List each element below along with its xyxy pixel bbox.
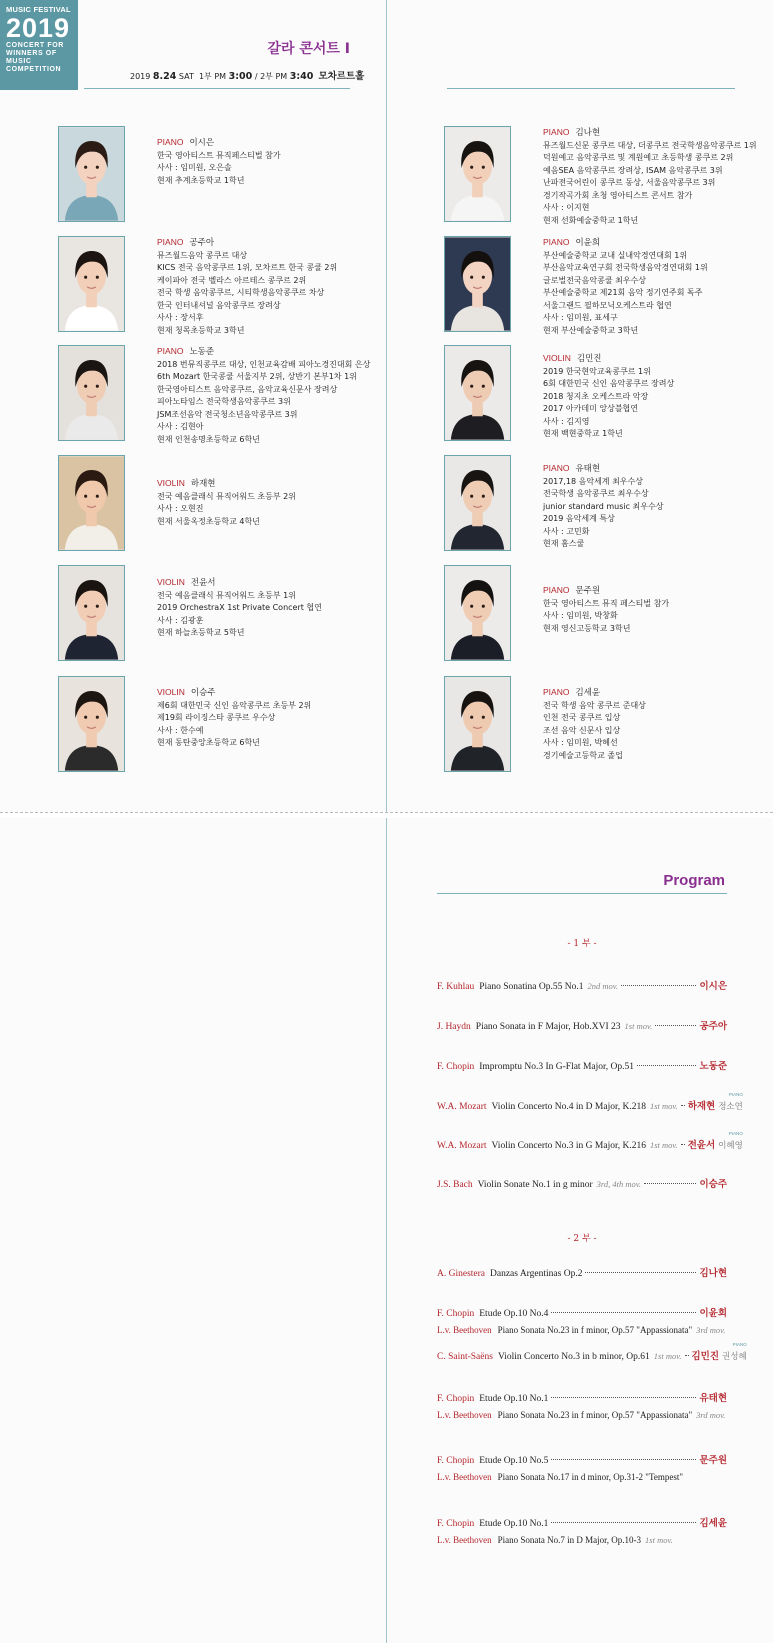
bio-line: 현재 인천송명초등학교 6학년 (157, 434, 260, 444)
program-item (437, 1305, 727, 1319)
performer-photo (58, 676, 125, 772)
bio-line: 사사 : 김지영 (543, 416, 590, 426)
bio-line: junior standard music 최우수상 (543, 501, 664, 511)
movement: 2nd mov. (587, 981, 619, 991)
gala-pm1: PM (214, 72, 227, 81)
performer-name: 이윤희 (575, 238, 601, 248)
work-title: Piano Sonata No.23 in f minor, Op.57 "Appassionata" (497, 1325, 693, 1335)
program-performer: 김세윤 (699, 1518, 727, 1529)
program-item-second-work (437, 1410, 737, 1420)
program-item (437, 1176, 727, 1190)
performer-name: 전윤서 (190, 578, 216, 588)
performer-bio (157, 236, 337, 337)
performer-heading (157, 236, 337, 250)
performer-name: 김세윤 (575, 688, 601, 698)
program-performer: 김나현 (699, 1268, 727, 1279)
bio-line: 현재 하늘초등학교 5학년 (157, 628, 245, 637)
bio-line: 한국 인터내셔널 음악콩쿠르 장려상 (157, 300, 281, 310)
performer-photo (444, 345, 511, 441)
performer-photo (58, 345, 125, 441)
bio-line: 현재 백현중학교 1학년 (543, 429, 623, 438)
performer-name: 하재현 (190, 479, 216, 489)
performer-photo (444, 236, 511, 332)
performer-bio (543, 236, 708, 337)
portrait-image (59, 456, 124, 550)
work-title: Piano Sonata in F Major, Hob.XVI 23 (475, 1022, 621, 1032)
performer-bio (157, 686, 311, 750)
gala-pm2: PM (275, 72, 288, 81)
composer: L.v. Beethoven (437, 1472, 492, 1482)
performer-heading (543, 462, 663, 476)
performer-heading (157, 477, 296, 491)
program-item (437, 1092, 743, 1112)
program-performer: 문주원 (699, 1455, 727, 1466)
performer-photo (58, 126, 125, 222)
performer-photo (444, 676, 511, 772)
composer: J. Haydn (437, 1022, 471, 1032)
composer: J.S. Bach (437, 1180, 473, 1190)
work-title: Piano Sonatina Op.55 No.1 (479, 982, 584, 992)
instrument-label: PIANO (543, 463, 570, 473)
bio-line: 현재 홈스쿨 (543, 539, 585, 548)
program-item (437, 1018, 727, 1032)
accompanist-label: PIANO (728, 1131, 743, 1136)
instrument-label: VIOLIN (543, 353, 571, 363)
spread-divider (0, 812, 773, 813)
bio-line: 덕원예고 음악콩쿠르 및 계원예고 초등학생 콩쿠르 2위 (543, 153, 734, 162)
performer-heading (543, 352, 674, 366)
program-performer: 유태현 (699, 1393, 727, 1404)
performer-heading (543, 126, 757, 140)
program-item (437, 1515, 727, 1529)
work-title: Violin Concerto No.4 in D Major, K.218 (491, 1102, 646, 1112)
performer-name: 김민진 (576, 354, 602, 364)
performer-bio (157, 576, 322, 640)
composer: C. Saint-Saëns (437, 1352, 493, 1362)
performer-heading (157, 686, 311, 700)
bio-line: 2019 음악세계 특상 (543, 514, 615, 523)
performer-heading (543, 236, 708, 250)
leader-dots (551, 1522, 696, 1523)
bio-line: 글로벌전국음악콩쿨 최우수상 (543, 275, 647, 285)
logo-line-1: MUSIC FESTIVAL (6, 5, 71, 14)
program-part-2: - 2 부 - (567, 1234, 597, 1244)
leader-dots (551, 1312, 696, 1313)
bio-line: 현재 청목초등학교 3학년 (157, 325, 245, 335)
bio-line: 사사 : 김광훈 (157, 615, 204, 625)
portrait-image (59, 237, 124, 331)
movement: 3rd, 4th mov. (596, 1179, 642, 1189)
program-item-second-work (437, 1325, 737, 1335)
bio-line: 2019 한국현악교육콩쿠르 1위 (543, 366, 651, 376)
gala-year: 2019 (130, 72, 151, 81)
movement: 1st mov. (653, 1351, 682, 1361)
page-fold-top (386, 0, 387, 812)
instrument-label: VIOLIN (157, 687, 185, 697)
portrait-image (59, 127, 124, 221)
header-rule-left (84, 88, 350, 89)
gala-part1: 1부 (198, 72, 212, 81)
performer-bio (543, 686, 646, 762)
performer-name: 김나현 (575, 128, 601, 138)
bio-line: 2017,18 음악세계 최우수상 (543, 476, 643, 486)
program-item-second-work (437, 1535, 737, 1545)
movement: 1st mov. (649, 1101, 678, 1111)
gala-sep: / (254, 72, 258, 81)
bio-line: 사사 : 장서후 (157, 313, 204, 322)
bio-line: 부산예술중학교 교내 실내악경연대회 1위 (543, 250, 688, 260)
composer: F. Chopin (437, 1519, 475, 1529)
bio-line: 현재 추계초등학교 1학년 (157, 175, 245, 185)
accompanist (718, 1131, 743, 1151)
leader-dots (681, 1144, 685, 1145)
program-title-rule (437, 893, 727, 894)
composer: F. Chopin (437, 1062, 475, 1072)
bio-line: 사사 : 임미원, 표세구 (543, 313, 618, 322)
program-item (437, 1390, 727, 1404)
instrument-label: VIOLIN (157, 478, 185, 488)
work-title: Piano Sonata No.23 in f minor, Op.57 "Appassionata" (497, 1410, 693, 1420)
logo-year: 2019 (6, 13, 71, 43)
composer: F. Kuhlau (437, 982, 475, 992)
bio-line: 난파전국어린이 콩쿠르 동상, 서울음악콩쿠르 3위 (543, 178, 716, 187)
composer: F. Chopin (437, 1309, 475, 1319)
bio-line: 뮤즈월드음악 콩쿠르 대상 (157, 250, 248, 260)
performer-bio (157, 345, 370, 446)
instrument-label: PIANO (543, 585, 570, 595)
work-title: Piano Sonata No.7 in D Major, Op.10-3 (497, 1535, 642, 1545)
bio-line: 피아노타임스 전국학생음악콩쿠르 3위 (157, 397, 291, 406)
instrument-label: PIANO (157, 137, 184, 147)
bio-line: 2019 OrchestraX 1st Private Concert 협연 (157, 603, 322, 612)
bio-line: 한국 영아티스트 뮤직페스티벌 참가 (157, 150, 281, 160)
logo-line-4: WINNERS OF (6, 50, 57, 57)
bio-line: 사사 : 오현진 (157, 504, 204, 513)
bio-line: 전국 예음클래식 뮤직어워드 초등부 2위 (157, 491, 296, 501)
performer-name: 문주원 (575, 586, 601, 596)
composer: W.A. Mozart (437, 1102, 487, 1112)
instrument-label: PIANO (157, 237, 184, 247)
composer: L.v. Beethoven (437, 1325, 492, 1335)
portrait-image (59, 677, 124, 771)
program-item (437, 1131, 743, 1151)
accompanist-label: PIANO (728, 1092, 743, 1097)
portrait-image (445, 566, 510, 660)
performer-photo (444, 126, 511, 222)
bio-line: JSM조선음악 전국청소년음악콩쿠르 3위 (157, 409, 298, 419)
accompanist-name: 이혜영 (718, 1141, 743, 1151)
program-item (437, 978, 727, 992)
work-title: Etude Op.10 No.1 (479, 1519, 549, 1529)
performer-photo (58, 236, 125, 332)
bio-line: 사사 : 한수예 (157, 725, 204, 735)
work-title: Violin Concerto No.3 in G Major, K.216 (491, 1141, 646, 1151)
festival-logo (0, 0, 78, 90)
bio-line: 사사 : 임미원, 박혜선 (543, 738, 618, 747)
performer-name: 노동준 (189, 347, 215, 357)
bio-line: 2017 아카데미 앙상블협연 (543, 404, 638, 413)
performer-name: 이승주 (190, 688, 216, 698)
bio-line: 사사 : 임미원, 오은솔 (157, 163, 232, 172)
program-performer: 김민진 (691, 1351, 720, 1362)
program-performer: 이시은 (699, 981, 727, 992)
movement: 1st mov. (645, 1535, 673, 1545)
bio-line: 현재 서울옥정초등학교 4학년 (157, 516, 260, 526)
bio-line: 전국 학생 음악콩쿠르, 시티학생음악콩쿠르 차상 (157, 288, 325, 297)
bio-line: 현재 영신고등학교 3학년 (543, 623, 631, 633)
page-fold-bottom (386, 818, 387, 1643)
bio-line: 인천 전국 콩쿠르 입상 (543, 713, 621, 722)
composer: W.A. Mozart (437, 1141, 487, 1151)
bio-line: 현재 선화예술중학교 1학년 (543, 215, 639, 225)
program-item (437, 1342, 747, 1362)
program-part-1: - 1 부 - (567, 939, 597, 949)
bio-line: KICS 전국 음악콩쿠르 1위, 모차르트 한국 콩쿨 2위 (157, 263, 338, 272)
gala-part2: 2부 (260, 72, 273, 81)
performer-photo (444, 455, 511, 551)
program-performer: 하재현 (687, 1101, 716, 1112)
performer-heading (157, 345, 370, 359)
program-item-second-work (437, 1472, 737, 1482)
header-rule-right (447, 88, 735, 89)
composer: L.v. Beethoven (437, 1535, 492, 1545)
movement: 1st mov. (649, 1140, 678, 1150)
bio-line: 2018 번뮤직콩쿠르 대상, 인천교육감배 피아노경진대회 은상 (157, 359, 371, 369)
bio-line: 현재 동탄중앙초등학교 6학년 (157, 738, 260, 747)
movement: 3rd mov. (696, 1325, 726, 1335)
performer-name: 유태현 (575, 464, 601, 474)
instrument-label: PIANO (543, 237, 570, 247)
composer: A. Ginestera (437, 1269, 486, 1279)
performer-photo (58, 455, 125, 551)
bio-line: 경기예술고등학교 졸업 (543, 750, 623, 760)
performer-name: 이시은 (189, 138, 215, 148)
work-title: Piano Sonata No.17 in d minor, Op.31-2 "Tempest" (497, 1472, 683, 1482)
bio-line: 2018 청지초 오케스트라 악장 (543, 391, 649, 401)
bio-line: 제6회 대한민국 신인 음악콩쿠르 초등부 2위 (157, 700, 312, 710)
performer-name: 공주아 (189, 238, 215, 248)
performer-heading (543, 584, 669, 598)
instrument-label: PIANO (543, 687, 570, 697)
gala-date: 8.24 (152, 71, 177, 82)
performer-bio (157, 477, 296, 528)
bio-line: 사사 : 임미원, 박창화 (543, 611, 618, 620)
movement: 3rd mov. (696, 1410, 726, 1420)
performer-bio (543, 126, 757, 227)
portrait-image (59, 566, 124, 660)
accompanist-label: PIANO (732, 1342, 747, 1347)
leader-dots (621, 985, 696, 986)
work-title: Danzas Argentinas Op.2 (490, 1269, 583, 1279)
bio-line: 경기작곡가회 초청 영아티스트 콘서트 참가 (543, 190, 693, 200)
leader-dots (637, 1065, 696, 1066)
program-item (437, 1265, 727, 1279)
performer-bio (157, 136, 281, 187)
program-title: Program (663, 872, 725, 889)
portrait-image (59, 346, 124, 440)
bio-line: 조선 음악 신문사 입상 (543, 725, 621, 735)
instrument-label: PIANO (157, 346, 184, 356)
instrument-label: VIOLIN (157, 577, 185, 587)
accompanist (718, 1092, 743, 1112)
composer: L.v. Beethoven (437, 1410, 492, 1420)
gala-title: 갈라 콘서트 I (267, 41, 350, 57)
composer: F. Chopin (437, 1394, 475, 1404)
bio-line: 뮤즈월드신문 콩쿠르 대상, 더콩쿠르 전국학생음악콩쿠르 1위 (543, 140, 757, 150)
gala-time1: 3:00 (228, 71, 253, 82)
performer-heading (157, 576, 322, 590)
instrument-label: PIANO (543, 127, 570, 137)
program-performer: 이승주 (699, 1179, 727, 1190)
bio-line: 6th Mozart 한국콩쿨 서울지부 2위, 상반기 본부1차 1위 (157, 372, 357, 381)
program-performer: 전윤서 (687, 1140, 716, 1151)
portrait-image (445, 456, 510, 550)
work-title: Etude Op.10 No.1 (479, 1394, 549, 1404)
performer-photo (444, 565, 511, 661)
performer-heading (157, 136, 281, 150)
bio-line: 서울그랜드 필하모닉오케스트라 협연 (543, 300, 672, 310)
program-performer: 공주아 (699, 1021, 727, 1032)
bio-line: 부산음악교육연구회 전국학생음악경연대회 1위 (543, 263, 708, 272)
bio-line: 제19회 라이징스타 콩쿠르 우수상 (157, 713, 276, 722)
gala-time2: 3:40 (289, 71, 314, 82)
program-item (437, 1452, 727, 1466)
portrait-image (445, 237, 510, 331)
leader-dots (655, 1025, 696, 1026)
gala-day: SAT (178, 72, 194, 81)
bio-line: 예음SEA 음악콩쿠르 장려상, ISAM 음악콩쿠르 3위 (543, 165, 723, 175)
bio-line: 한국영아티스트 음악콩쿠르, 음악교육신문사 장려상 (157, 384, 338, 394)
portrait-image (445, 677, 510, 771)
movement: 1st mov. (624, 1021, 653, 1031)
program-performer: 이윤희 (699, 1308, 727, 1319)
work-title: Violin Concerto No.3 in b minor, Op.61 (497, 1352, 650, 1362)
composer: F. Chopin (437, 1456, 475, 1466)
bio-line: 사사 : 고민화 (543, 526, 590, 536)
bio-line: 사사 : 이지현 (543, 203, 590, 212)
bio-line: 한국 영아티스트 뮤직 페스티벌 참가 (543, 598, 670, 608)
accompanist (722, 1342, 747, 1362)
bio-line: 전국 예음클래식 뮤직어워드 초등부 1위 (157, 590, 296, 600)
leader-dots (551, 1397, 696, 1398)
program-item (437, 1058, 727, 1072)
bio-line: 부산예술중학교 제21회 음악 정기연주회 독주 (543, 288, 703, 297)
work-title: Impromptu No.3 In G-Flat Major, Op.51 (479, 1062, 635, 1072)
performer-bio (543, 584, 669, 635)
bio-line: 전국 학생 음악 콩쿠르 준대상 (543, 700, 646, 710)
portrait-image (445, 346, 510, 440)
logo-line-3: CONCERT FOR (6, 42, 64, 49)
logo-line-5: MUSIC COMPETITION (6, 58, 62, 73)
gala-venue: 모차르트홀 (318, 71, 365, 82)
bio-line: 전국학생 음악콩쿠르 최우수상 (543, 489, 649, 498)
work-title: Violin Sonate No.1 in g minor (477, 1180, 593, 1190)
accompanist-name: 권성혜 (722, 1352, 747, 1362)
leader-dots (551, 1459, 696, 1460)
performer-bio (543, 352, 674, 441)
work-title: Etude Op.10 No.5 (479, 1456, 549, 1466)
gala-schedule (130, 68, 365, 82)
accompanist-name: 정소연 (718, 1102, 743, 1112)
leader-dots (644, 1183, 696, 1184)
performer-bio (543, 462, 663, 551)
performer-heading (543, 686, 646, 700)
work-title: Etude Op.10 No.4 (479, 1309, 549, 1319)
bio-line: 케이파아 전국 벨라스 아르테스 콩쿠르 2위 (157, 275, 307, 285)
program-performer: 노동준 (699, 1061, 727, 1072)
leader-dots (681, 1105, 685, 1106)
bio-line: 현재 부산예술중학교 3학년 (543, 325, 639, 335)
bio-line: 사사 : 김현아 (157, 422, 204, 431)
performer-photo (58, 565, 125, 661)
leader-dots (585, 1272, 696, 1273)
leader-dots (685, 1355, 689, 1356)
portrait-image (445, 127, 510, 221)
bio-line: 6회 대한민국 신인 음악콩쿠르 장려상 (543, 379, 675, 388)
